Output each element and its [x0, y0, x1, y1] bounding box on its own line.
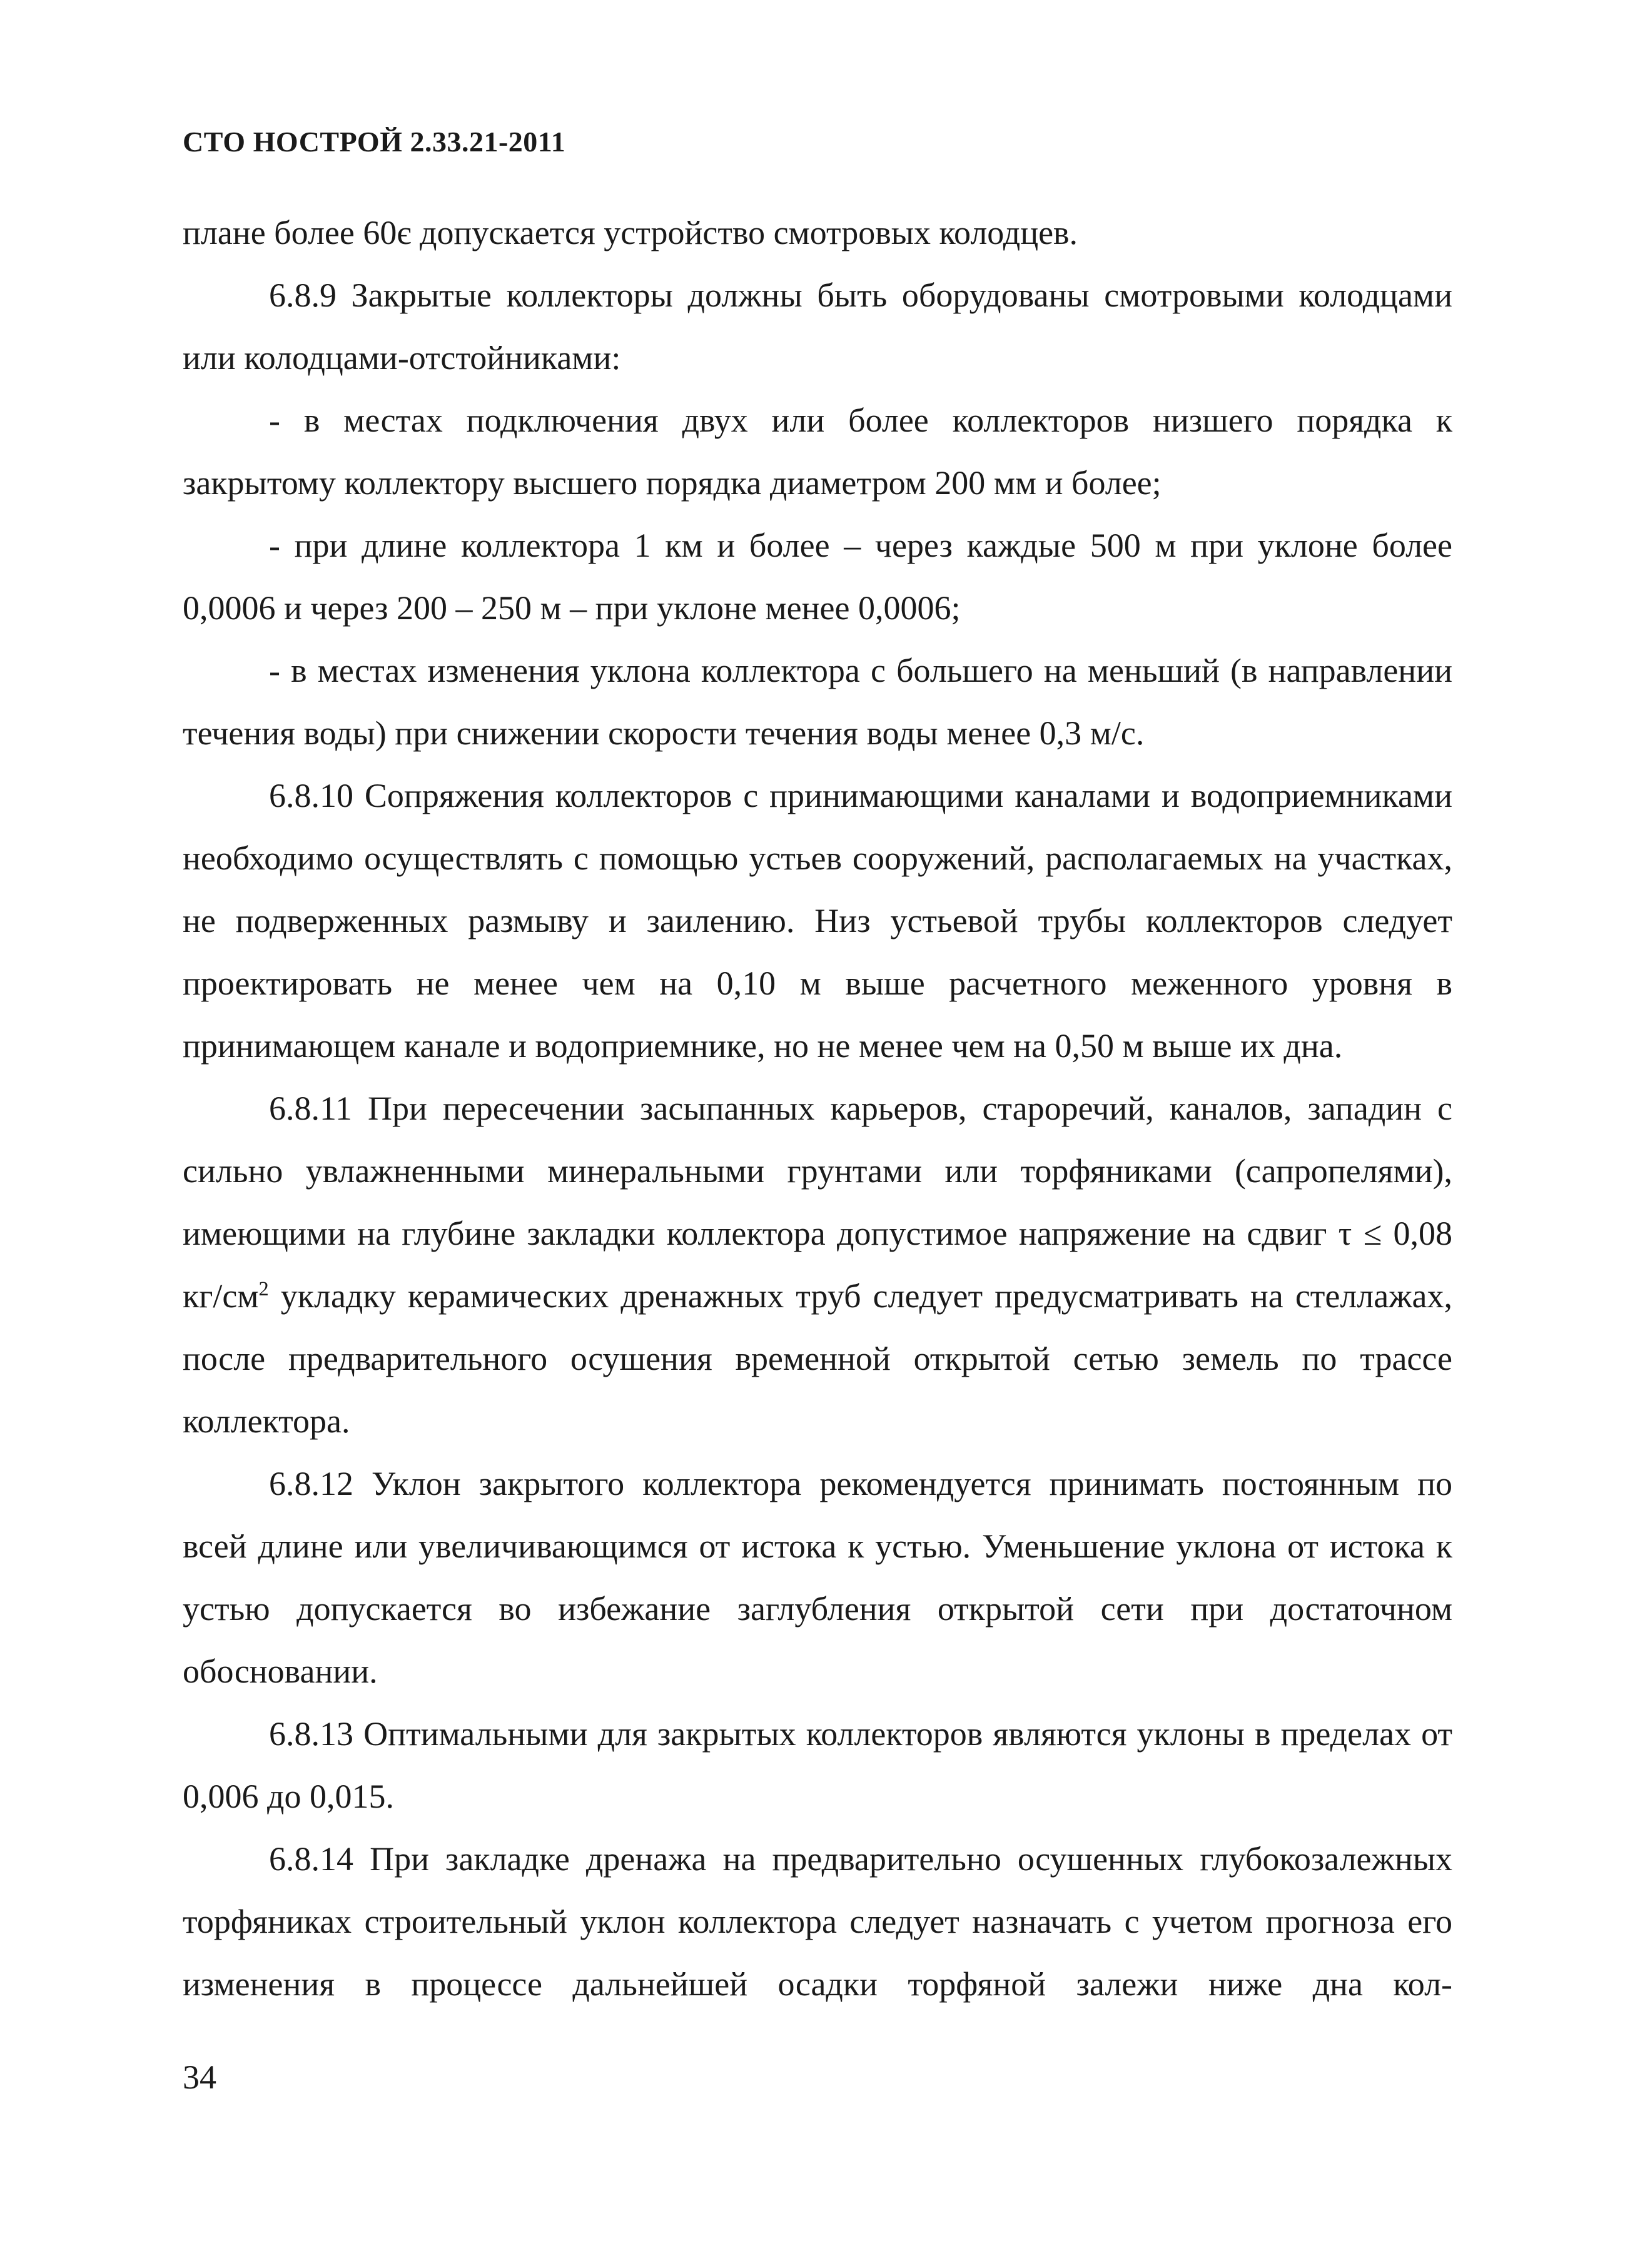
document-header: СТО НОСТРОЙ 2.33.21-2011: [183, 126, 566, 158]
paragraph-6-8-9: 6.8.9 Закрытые коллекторы должны быть оборудованы смотровыми колодцами или колодцами-отстойниками:: [183, 276, 1452, 377]
paragraph-6-8-11-part1: 6.8.11 При пересечении засыпанных карьеров, староречий, каналов, западин с сильно увлажненными минеральными грунтами или торфяниками (сапропелями), имеющими на глубине закладки коллектора допустимое напряжение на сдвиг τ ≤ 0,08 кг/см: [183, 1090, 1452, 1315]
list-item-connection-points: - в местах подключения двух или более коллекторов низшего порядка к закрытому коллектору высшего порядка диаметром 200 мм и более;: [183, 402, 1452, 502]
paragraph-6-8-11-part2: укладку керамических дренажных труб следует предусматривать на стеллажах, после предварительного осушения временной открытой сетью земель по трассе коллектора.: [183, 1277, 1452, 1440]
list-item-collector-length: - при длине коллектора 1 км и более – через каждые 500 м при уклоне более 0,0006 и через 200 – 250 м – при уклоне менее 0,0006;: [183, 527, 1452, 627]
document-body: [183, 201, 1452, 2015]
paragraph-6-8-11: [183, 1077, 1452, 1452]
list-item-slope-change: - в местах изменения уклона коллектора с большего на меньший (в направлении течения воды) при снижении скорости течения воды менее 0,3 м/с.: [183, 652, 1452, 752]
paragraph-6-8-10: 6.8.10 Сопряжения коллекторов с принимающими каналами и водоприемниками необходимо осуществлять с помощью устьев сооружений, располагаемых на участках, не подверженных размыву и заилению. Низ устьевой трубы коллекторов следует проектировать не менее чем на 0,10 м выше расчетного меженного уровня в принимающем канале и водоприемнике, но не менее чем на 0,50 м выше их дна.: [183, 777, 1452, 1065]
paragraph-continuation: плане более 60є допускается устройство смотровых колодцев.: [183, 214, 1078, 251]
paragraph-6-8-13: 6.8.13 Оптимальными для закрытых коллекторов являются уклоны в пределах от 0,006 до 0,015.: [183, 1715, 1452, 1815]
superscript-exponent: 2: [258, 1278, 269, 1300]
paragraph-6-8-14: 6.8.14 При закладке дренажа на предварительно осушенных глубокозалежных торфяниках строительный уклон коллектора следует назначать с учетом прогноза его изменения в процессе дальнейшей осадки торфяной залежи ниже дна кол-: [183, 1840, 1452, 2003]
paragraph-6-8-12: 6.8.12 Уклон закрытого коллектора рекомендуется принимать постоянным по всей длине или увеличивающимся от истока к устью. Уменьшение уклона от истока к устью допускается во избежание заглубления открытой сети при достаточном обосновании.: [183, 1465, 1452, 1690]
page-number: 34: [183, 2058, 216, 2096]
